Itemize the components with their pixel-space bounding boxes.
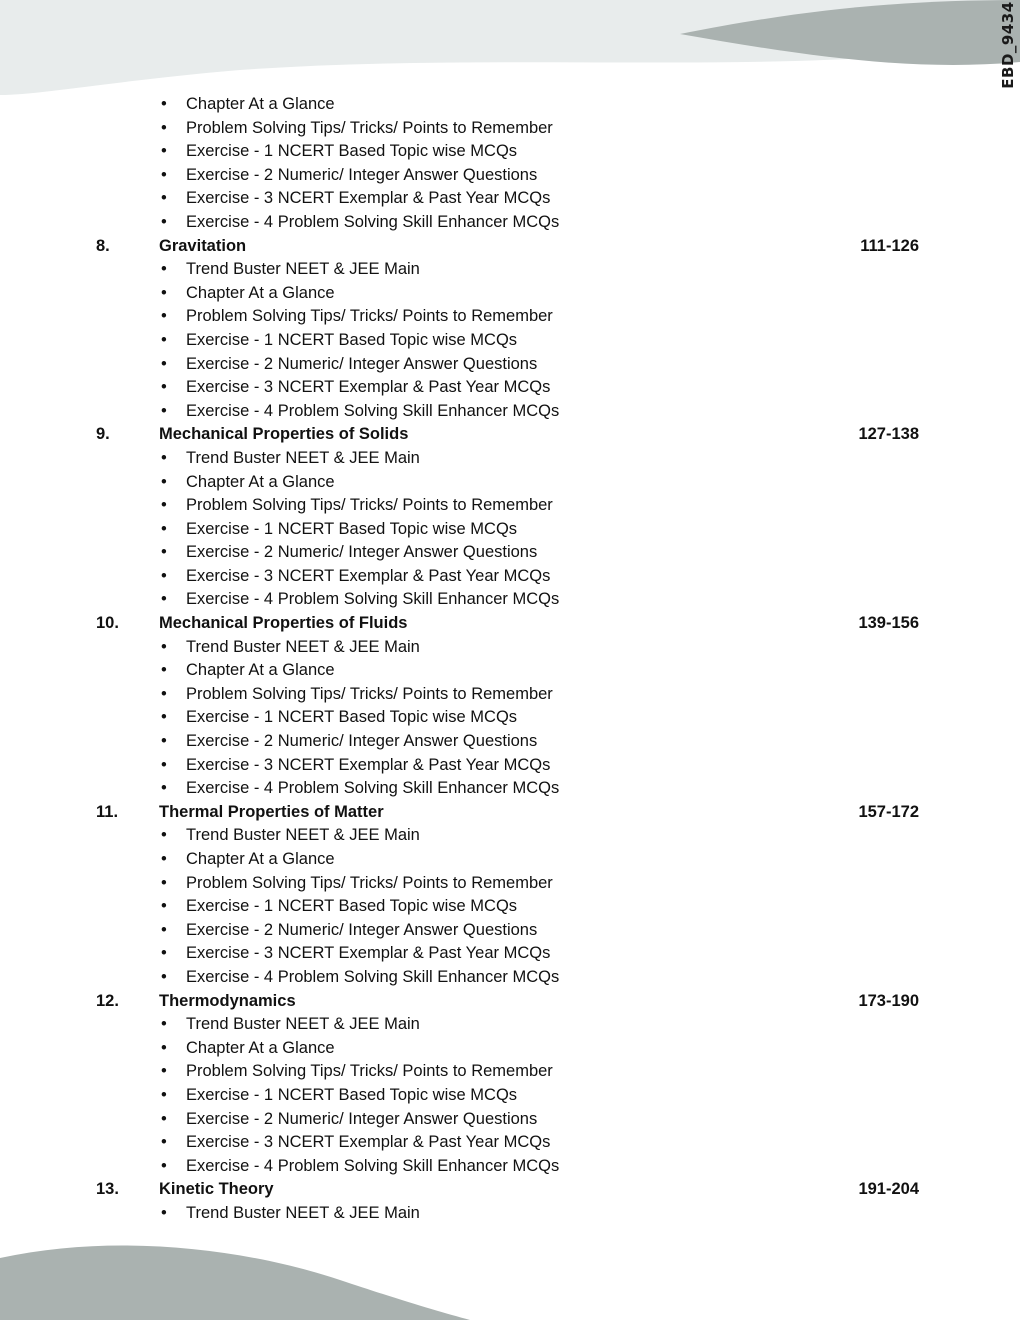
list-item bbox=[0, 1013, 1020, 1037]
list-item-text: Trend Buster NEET & JEE Main bbox=[186, 1203, 420, 1222]
list-item-text: Problem Solving Tips/ Tricks/ Points to Remember bbox=[186, 118, 553, 137]
list-item-text: Exercise - 4 Problem Solving Skill Enhancer MCQs bbox=[186, 1156, 560, 1175]
list-item-text: Exercise - 2 Numeric/ Integer Answer Questions bbox=[186, 732, 538, 751]
list-item-text: Exercise - 4 Problem Solving Skill Enhancer MCQs bbox=[186, 967, 560, 986]
list-item bbox=[0, 117, 1020, 141]
chapter-number: 9. bbox=[96, 425, 110, 444]
list-item bbox=[0, 329, 1020, 353]
list-item-text: Exercise - 3 NCERT Exemplar & Past Year MCQs bbox=[186, 378, 551, 397]
chapter-title: Mechanical Properties of Solids bbox=[159, 425, 409, 444]
bullet-icon: • bbox=[161, 1062, 167, 1081]
chapter-number: 13. bbox=[96, 1180, 119, 1199]
list-item bbox=[0, 211, 1020, 235]
list-item-text: Exercise - 4 Problem Solving Skill Enhancer MCQs bbox=[186, 590, 560, 609]
bullet-icon: • bbox=[161, 165, 167, 184]
list-item bbox=[0, 659, 1020, 683]
list-item-text: Exercise - 1 NCERT Based Topic wise MCQs bbox=[186, 708, 518, 727]
list-item-text: Exercise - 3 NCERT Exemplar & Past Year MCQs bbox=[186, 566, 551, 585]
bullet-icon: • bbox=[161, 448, 167, 467]
list-item bbox=[0, 565, 1020, 589]
list-item bbox=[0, 1202, 1020, 1226]
chapter-heading bbox=[0, 612, 1020, 636]
list-item-text: Problem Solving Tips/ Tricks/ Points to Remember bbox=[186, 873, 553, 892]
bullet-icon: • bbox=[161, 637, 167, 656]
list-item bbox=[0, 447, 1020, 471]
bullet-icon: • bbox=[161, 1109, 167, 1128]
bullet-icon: • bbox=[161, 684, 167, 703]
bullet-icon: • bbox=[161, 590, 167, 609]
list-item bbox=[0, 187, 1020, 211]
list-item bbox=[0, 1037, 1020, 1061]
bullet-icon: • bbox=[161, 1133, 167, 1152]
list-item-text: Exercise - 3 NCERT Exemplar & Past Year MCQs bbox=[186, 189, 551, 208]
list-item-text: Trend Buster NEET & JEE Main bbox=[186, 448, 420, 467]
bullet-icon: • bbox=[161, 212, 167, 231]
list-item-text: Trend Buster NEET & JEE Main bbox=[186, 260, 420, 279]
list-item bbox=[0, 966, 1020, 990]
chapter-page-range: 111-126 bbox=[860, 236, 919, 255]
bullet-icon: • bbox=[161, 566, 167, 585]
bullet-icon: • bbox=[161, 401, 167, 420]
list-item-text: Chapter At a Glance bbox=[186, 850, 335, 868]
list-item-text: Chapter At a Glance bbox=[186, 95, 335, 113]
list-item bbox=[0, 282, 1020, 306]
bullet-icon: • bbox=[161, 496, 167, 515]
bullet-icon: • bbox=[161, 967, 167, 986]
chapter-title: Thermal Properties of Matter bbox=[159, 802, 384, 821]
list-item bbox=[0, 1108, 1020, 1132]
bullet-icon: • bbox=[161, 779, 167, 798]
bullet-icon: • bbox=[161, 944, 167, 963]
list-item bbox=[0, 400, 1020, 424]
list-item-text: Chapter At a Glance bbox=[186, 283, 335, 302]
bottom-dark-wave bbox=[0, 1245, 470, 1320]
list-item-text: Exercise - 1 NCERT Based Topic wise MCQs bbox=[186, 519, 518, 538]
list-item-text: Exercise - 1 NCERT Based Topic wise MCQs bbox=[186, 330, 518, 349]
list-item bbox=[0, 777, 1020, 801]
chapter-heading bbox=[0, 990, 1020, 1014]
bullet-icon: • bbox=[161, 142, 167, 161]
bullet-icon: • bbox=[161, 260, 167, 279]
list-item-text: Trend Buster NEET & JEE Main bbox=[186, 1015, 420, 1034]
list-item-text: Chapter At a Glance bbox=[186, 661, 335, 680]
chapter-page-range: 173-190 bbox=[858, 991, 919, 1010]
bullet-icon: • bbox=[161, 850, 167, 868]
list-item bbox=[0, 919, 1020, 943]
bullet-icon: • bbox=[161, 189, 167, 208]
list-item bbox=[0, 93, 1020, 117]
bullet-icon: • bbox=[161, 1085, 167, 1104]
list-item-text: Exercise - 3 NCERT Exemplar & Past Year MCQs bbox=[186, 944, 551, 963]
list-item-text: Trend Buster NEET & JEE Main bbox=[186, 826, 420, 845]
bullet-icon: • bbox=[161, 519, 167, 538]
list-item-text: Exercise - 3 NCERT Exemplar & Past Year MCQs bbox=[186, 755, 551, 774]
list-item-text: Problem Solving Tips/ Tricks/ Points to Remember bbox=[186, 307, 553, 326]
list-item-text: Exercise - 4 Problem Solving Skill Enhancer MCQs bbox=[186, 779, 560, 798]
list-item-text: Exercise - 3 NCERT Exemplar & Past Year MCQs bbox=[186, 1133, 551, 1152]
list-item-text: Exercise - 4 Problem Solving Skill Enhancer MCQs bbox=[186, 212, 560, 231]
list-item bbox=[0, 1131, 1020, 1155]
list-item bbox=[0, 518, 1020, 542]
bullet-icon: • bbox=[161, 1015, 167, 1034]
chapter-page-range: 127-138 bbox=[858, 425, 919, 444]
bullet-icon: • bbox=[161, 95, 167, 113]
list-item bbox=[0, 164, 1020, 188]
list-item bbox=[0, 895, 1020, 919]
chapter-number: 8. bbox=[96, 236, 110, 255]
bullet-icon: • bbox=[161, 472, 167, 491]
list-item bbox=[0, 494, 1020, 518]
bullet-icon: • bbox=[161, 1156, 167, 1175]
list-item-text: Problem Solving Tips/ Tricks/ Points to Remember bbox=[186, 496, 553, 515]
chapter-heading bbox=[0, 1178, 1020, 1202]
list-item bbox=[0, 1155, 1020, 1179]
bullet-icon: • bbox=[161, 826, 167, 845]
chapter-title: Thermodynamics bbox=[159, 991, 296, 1010]
chapter-page-range: 157-172 bbox=[858, 802, 919, 821]
chapter-heading bbox=[0, 801, 1020, 825]
bullet-icon: • bbox=[161, 543, 167, 562]
list-item bbox=[0, 376, 1020, 400]
page-code: EBD_9434 bbox=[999, 1, 1017, 89]
bullet-icon: • bbox=[161, 1203, 167, 1222]
list-item bbox=[0, 942, 1020, 966]
list-item bbox=[0, 754, 1020, 778]
list-item bbox=[0, 353, 1020, 377]
chapter-page-range: 191-204 bbox=[858, 1180, 919, 1199]
bullet-icon: • bbox=[161, 1038, 167, 1057]
chapter-heading bbox=[0, 235, 1020, 259]
list-item-text: Problem Solving Tips/ Tricks/ Points to Remember bbox=[186, 1062, 553, 1081]
list-item bbox=[0, 636, 1020, 660]
list-item-text: Exercise - 1 NCERT Based Topic wise MCQs bbox=[186, 1085, 518, 1104]
list-item bbox=[0, 1060, 1020, 1084]
chapter-number: 10. bbox=[96, 614, 119, 633]
list-item-text: Exercise - 2 Numeric/ Integer Answer Questions bbox=[186, 165, 538, 184]
list-item bbox=[0, 848, 1020, 872]
list-item-text: Chapter At a Glance bbox=[186, 472, 335, 491]
bullet-icon: • bbox=[161, 755, 167, 774]
list-item-text: Chapter At a Glance bbox=[186, 1038, 335, 1057]
bullet-icon: • bbox=[161, 307, 167, 326]
bullet-icon: • bbox=[161, 354, 167, 373]
page-code-label bbox=[998, 2, 1018, 88]
list-item bbox=[0, 588, 1020, 612]
list-item-text: Exercise - 2 Numeric/ Integer Answer Questions bbox=[186, 354, 538, 373]
list-item bbox=[0, 706, 1020, 730]
list-item-text: Exercise - 4 Problem Solving Skill Enhancer MCQs bbox=[186, 401, 560, 420]
bullet-icon: • bbox=[161, 330, 167, 349]
list-item bbox=[0, 140, 1020, 164]
table-of-contents bbox=[0, 93, 1020, 1226]
chapter-page-range: 139-156 bbox=[858, 614, 919, 633]
bullet-icon: • bbox=[161, 661, 167, 680]
list-item-text: Exercise - 1 NCERT Based Topic wise MCQs bbox=[186, 897, 518, 916]
list-item bbox=[0, 1084, 1020, 1108]
list-item-text: Trend Buster NEET & JEE Main bbox=[186, 637, 420, 656]
list-item bbox=[0, 258, 1020, 282]
list-item bbox=[0, 872, 1020, 896]
bullet-icon: • bbox=[161, 283, 167, 302]
list-item-text: Problem Solving Tips/ Tricks/ Points to Remember bbox=[186, 684, 553, 703]
list-item-text: Exercise - 2 Numeric/ Integer Answer Questions bbox=[186, 920, 538, 939]
list-item bbox=[0, 471, 1020, 495]
chapter-title: Gravitation bbox=[159, 236, 247, 255]
chapter-title: Kinetic Theory bbox=[159, 1180, 274, 1199]
bullet-icon: • bbox=[161, 708, 167, 727]
bullet-icon: • bbox=[161, 897, 167, 916]
list-item-text: Exercise - 2 Numeric/ Integer Answer Questions bbox=[186, 543, 538, 562]
bullet-icon: • bbox=[161, 873, 167, 892]
list-item-text: Exercise - 2 Numeric/ Integer Answer Questions bbox=[186, 1109, 538, 1128]
bullet-icon: • bbox=[161, 732, 167, 751]
chapter-heading bbox=[0, 423, 1020, 447]
list-item bbox=[0, 730, 1020, 754]
chapter-number: 11. bbox=[96, 802, 119, 821]
list-item bbox=[0, 824, 1020, 848]
bullet-icon: • bbox=[161, 118, 167, 137]
list-item bbox=[0, 683, 1020, 707]
chapter-number: 12. bbox=[96, 991, 119, 1010]
list-item bbox=[0, 541, 1020, 565]
list-item bbox=[0, 305, 1020, 329]
list-item-text: Exercise - 1 NCERT Based Topic wise MCQs bbox=[186, 142, 518, 161]
bullet-icon: • bbox=[161, 378, 167, 397]
bullet-icon: • bbox=[161, 920, 167, 939]
chapter-title: Mechanical Properties of Fluids bbox=[159, 614, 408, 633]
